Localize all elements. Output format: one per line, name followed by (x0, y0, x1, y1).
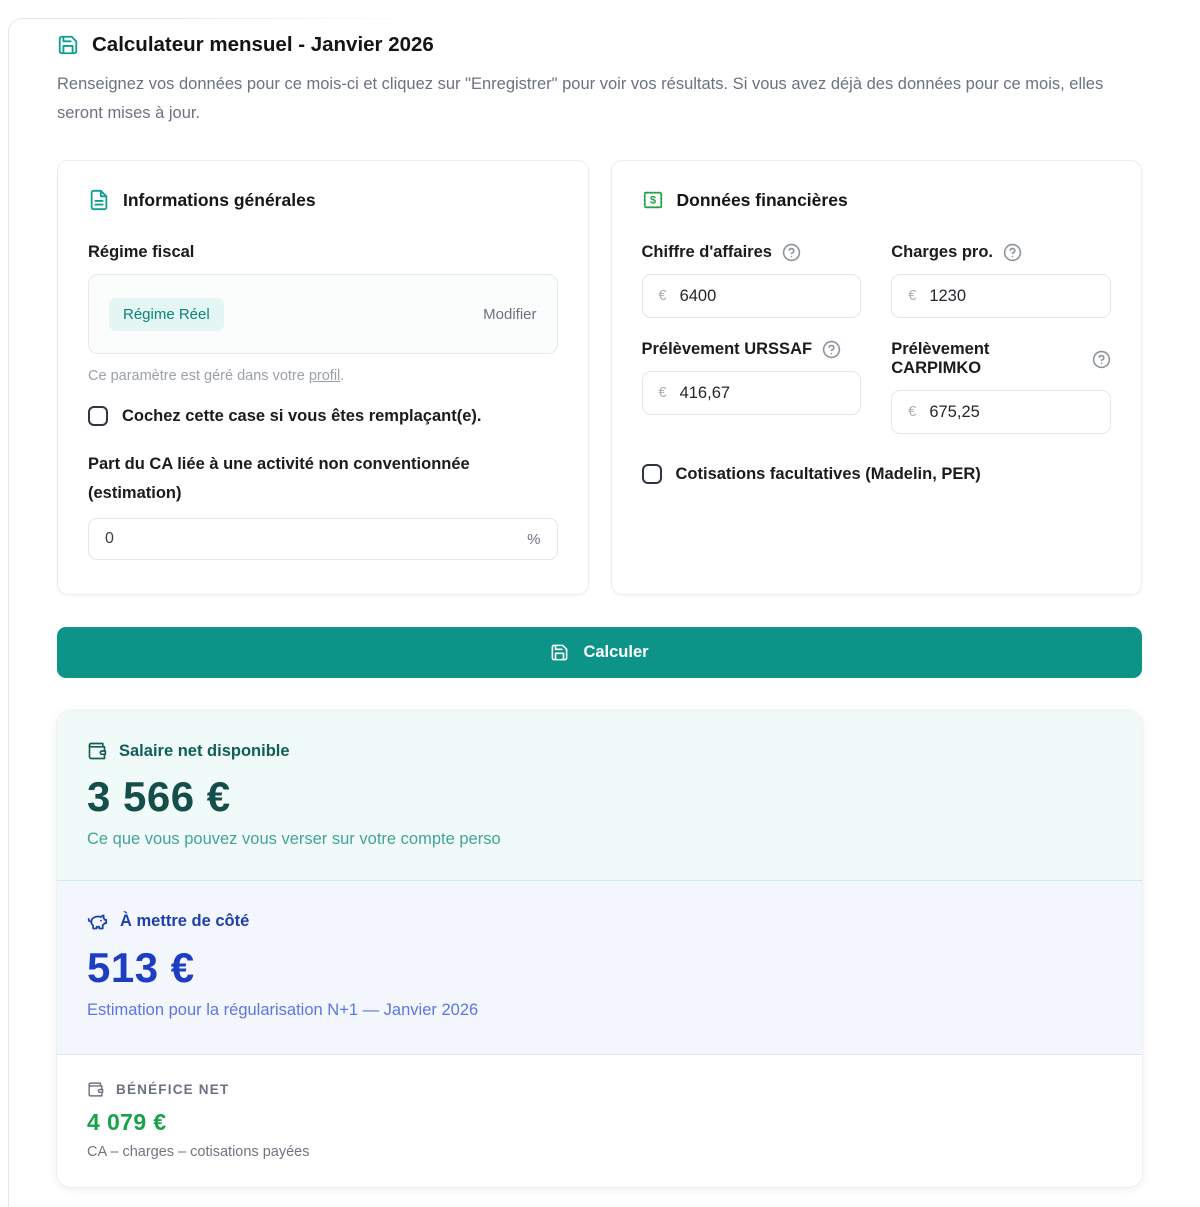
optional-contributions-label: Cotisations facultatives (Madelin, PER) (675, 464, 981, 483)
general-info-title: Informations générales (123, 189, 316, 210)
financial-data-header (642, 189, 1112, 211)
modify-link[interactable]: Modifier (483, 305, 537, 323)
ca-share-input-wrapper (88, 518, 558, 560)
page-title: Calculateur mensuel - Janvier 2026 (92, 33, 434, 56)
replacement-checkbox-row (88, 406, 558, 426)
revenue-label-row (642, 243, 862, 262)
set-aside-amount: 513 € (87, 944, 195, 991)
carpimko-input-wrapper (891, 390, 1111, 434)
banknote-icon (642, 189, 664, 211)
general-info-card (57, 160, 589, 595)
help-icon[interactable] (1092, 350, 1111, 369)
input-cards-row (57, 160, 1142, 595)
net-salary-description: Ce que vous pouvez vous verser sur votre compte perso (87, 830, 501, 848)
help-icon[interactable] (782, 243, 801, 262)
optional-contributions-checkbox[interactable] (642, 464, 662, 484)
net-salary-header (87, 741, 1112, 761)
replacement-checkbox[interactable] (88, 406, 108, 426)
euro-prefix: € (658, 385, 667, 401)
revenue-input-wrapper (642, 274, 862, 318)
carpimko-label-row (891, 340, 1111, 378)
set-aside-description: Estimation pour la régularisation N+1 — Janvier 2026 (87, 1001, 479, 1019)
net-salary-amount: 3 566 € (87, 773, 231, 820)
charges-label: Charges pro. (891, 243, 994, 261)
ca-share-label: Part du CA liée à une activité non conventionnée (estimation) (88, 455, 470, 502)
net-salary-title: Salaire net disponible (119, 741, 290, 760)
revenue-input[interactable] (680, 287, 845, 306)
set-aside-title: À mettre de côté (120, 912, 250, 930)
carpimko-input[interactable] (929, 403, 1094, 422)
net-salary-section (57, 711, 1142, 881)
urssaf-input-wrapper (642, 371, 862, 415)
page-subtitle: Renseignez vos données pour ce mois-ci et cliquez sur "Enregistrer" pour voir vos résultats. Si vous avez déjà des données pour ce mois, elles seront mises à jour. (57, 75, 1104, 122)
financial-fields-grid (642, 243, 1112, 456)
charges-input-wrapper (891, 274, 1111, 318)
regime-fiscal-box (88, 274, 558, 354)
charges-field (891, 243, 1111, 318)
urssaf-label-row (642, 340, 862, 359)
financial-data-title: Données financières (676, 189, 848, 210)
save-icon (550, 643, 569, 662)
charges-input[interactable] (929, 287, 1094, 306)
euro-prefix: € (908, 288, 917, 304)
document-icon (88, 189, 110, 211)
net-profit-header (87, 1081, 1112, 1098)
optional-contributions-row (642, 464, 1112, 484)
net-profit-title: BÉNÉFICE NET (116, 1082, 230, 1097)
wallet-icon (87, 741, 107, 761)
revenue-label: Chiffre d'affaires (641, 243, 772, 261)
set-aside-section (57, 881, 1142, 1055)
net-profit-section (57, 1055, 1142, 1187)
regime-hint: Ce paramètre est géré dans votre profil. (88, 368, 345, 384)
help-icon[interactable] (1003, 243, 1022, 262)
regime-fiscal-label: Régime fiscal (88, 243, 195, 261)
help-icon[interactable] (822, 340, 841, 359)
euro-prefix: € (908, 404, 917, 420)
percent-suffix: % (527, 530, 541, 548)
regime-badge: Régime Réel (109, 298, 224, 331)
net-profit-description: CA – charges – cotisations payées (87, 1144, 310, 1160)
net-profit-amount: 4 079 € (87, 1109, 167, 1135)
main-panel (8, 18, 1200, 1207)
save-icon (57, 34, 79, 56)
euro-prefix: € (658, 288, 667, 304)
wallet-icon (87, 1081, 104, 1098)
charges-label-row (891, 243, 1111, 262)
set-aside-header (87, 911, 1112, 932)
carpimko-label: Prélèvement CARPIMKO (891, 340, 990, 377)
results-card (57, 711, 1142, 1187)
page-header (57, 33, 1143, 57)
urssaf-field (642, 340, 862, 434)
carpimko-field (891, 340, 1111, 434)
calculate-button-label: Calculer (583, 643, 649, 661)
svg-text:$: $ (649, 194, 656, 207)
urssaf-input[interactable] (680, 384, 845, 403)
ca-share-input[interactable] (105, 530, 527, 548)
financial-data-card (611, 160, 1143, 595)
calculate-button[interactable] (57, 627, 1142, 678)
general-info-header (88, 189, 558, 211)
urssaf-label: Prélèvement URSSAF (641, 340, 813, 358)
piggy-bank-icon (87, 911, 108, 932)
profil-link[interactable]: profil (308, 368, 341, 384)
revenue-field (642, 243, 862, 318)
replacement-checkbox-label: Cochez cette case si vous êtes remplaçant(e). (122, 406, 482, 425)
